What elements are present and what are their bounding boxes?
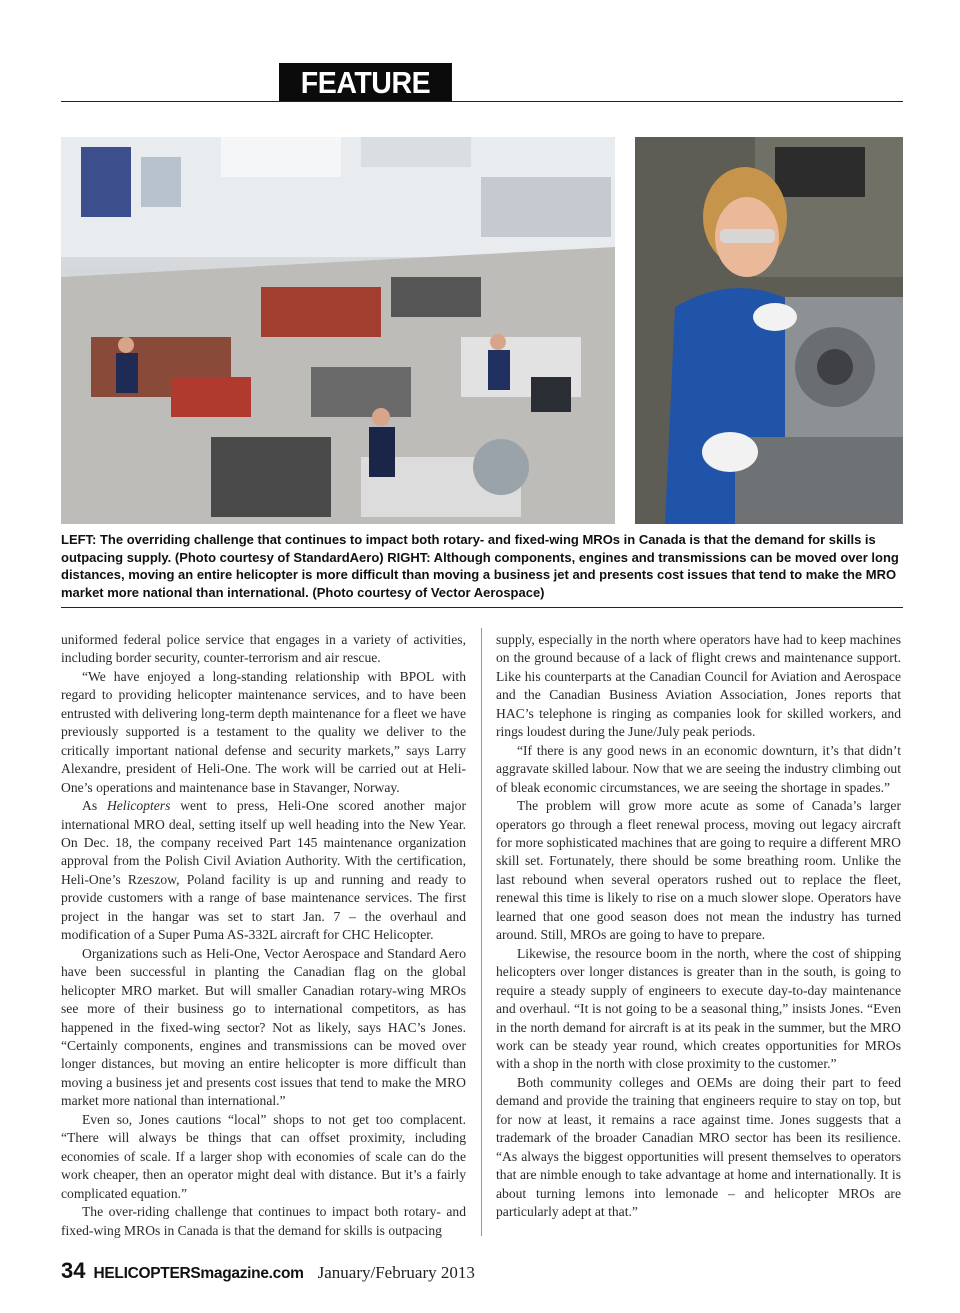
paragraph: The problem will grow more acute as some of Canada’s larger operators go through a fleet renewal process, moving out legacy aircraft for more sophisticated machines that are going to require a different MRO skill set. Fortunately, there should be some breathing room. Unlike the last rebound when several operators rushed out to replace the fleet, renewal this time is likely to rise on a much slower slope. Operators have learned that one good season does not mean the industry has turned around. Still, MROs are going to have to prepare. bbox=[496, 798, 901, 943]
paragraph bbox=[61, 797, 466, 945]
issue-date: January/February 2013 bbox=[317, 1263, 475, 1282]
article-column-left bbox=[61, 631, 466, 1240]
caption-rule bbox=[61, 607, 903, 608]
paragraph: Even so, Jones cautions “local” shops to not get too complacent. “There will always be things that can offset proximity, including economies of scale. If a larger shop with economies of scale can do the work cheaper, then an operator might deal with distance. But it’s a fairly complicated equation.” bbox=[61, 1111, 466, 1201]
magazine-title: Helicopters bbox=[106, 798, 171, 814]
paragraph: uniformed federal police service that engages in a variety of activities, including border security, counter-terrorism and air rescue. bbox=[61, 632, 466, 666]
workshop-photo bbox=[61, 137, 615, 524]
paragraph: supply, especially in the north where operators have had to keep machines on the ground because of a lack of flight crews and maintenance support. Like his counterparts at the Canadian Council for Aviation and Aerospace and the Canadian Business Aviation Association, Jones reports that HAC’s telephone is ringing as companies look for skilled workers, and rings loudest during the June/July peak periods. bbox=[496, 632, 901, 740]
paragraph: “We have enjoyed a long-standing relationship with BPOL with regard to providing helicopter maintenance services, and to have been entrusted with delivering long-term depth maintenance for a fleet we have previously supported is a testament to the quality we deliver to the critically important national defense and security markets,” says Larry Alexandre, president of Heli-One. The work will be carried out at Heli-One’s operations and maintenance base in Stavanger, Norway. bbox=[61, 668, 466, 795]
article-column-right bbox=[496, 631, 901, 1222]
technician-photo bbox=[635, 137, 903, 524]
column-divider bbox=[481, 628, 482, 1236]
section-label: FEATURE bbox=[279, 63, 452, 102]
paragraph: “If there is any good news in an economic downturn, it’s that didn’t aggravate skilled labour. Now that we are seeing the industry climbing out of bleak economic circumstances, we are seeing the shortage in spades.” bbox=[496, 742, 901, 795]
page-footer bbox=[61, 1258, 475, 1286]
page-number: 34 bbox=[61, 1258, 86, 1283]
technician-photo-illustration bbox=[635, 137, 903, 524]
paragraph: Likewise, the resource boom in the north, where the cost of shipping helicopters over longer distances is greater than in the south, is going to require a steady supply of engineers to execute day-to-day maintenance and overhaul. “It is not going to be a seasonal thing,” insists Jones. “Even in the north demand for aircraft is at its peak in the summer, but the MRO work can be steady year round, which creates opportunities for MROs with a shop in the north with close proximity to the customer.” bbox=[496, 945, 901, 1072]
paragraph-text: As bbox=[82, 798, 107, 814]
paragraph: Organizations such as Heli-One, Vector Aerospace and Standard Aero have been successful in planting the Canadian flag on the global helicopter MRO market. But will smaller Canadian rotary-wing MROs see more of their business go to international competitors, as has happened in the fixed-wing sector? Not as likely, says HAC’s Jones. “Certainly components, engines and transmissions can be moved over longer distances, but moving an entire helicopter is more difficult than moving a business jet and presents cost issues that tend to make the MRO market more national than international.” bbox=[61, 945, 466, 1109]
workshop-photo-illustration bbox=[61, 137, 615, 524]
website-link[interactable]: HELICOPTERSmagazine.com bbox=[93, 1265, 304, 1282]
photo-caption: LEFT: The overriding challenge that continues to impact both rotary- and fixed-wing MROs in Canada is that the demand for skills is outpacing supply. (Photo courtesy of StandardAero) RIGHT: Although components, engines and transmissions can be moved over long distances, moving an entire helicopter is more difficult than moving a business jet and presents cost issues that tend to make the MRO market more national than international. (Photo courtesy of Vector Aerospace) bbox=[61, 532, 899, 600]
paragraph: The over-riding challenge that continues to impact both rotary- and fixed-wing MROs in Canada is that the demand for skills is outpacing bbox=[61, 1204, 466, 1238]
paragraph-text: went to press, Heli-One scored another major international MRO deal, setting itself up well heading into the New Year. On Dec. 18, the company received Part 145 maintenance organization approval from the Polish Civil Aviation Authority. With the certification, Heli-One’s Rzeszow, Poland facility is up and running and ready to provide customers with a range of base maintenance services. The first project in the hangar was set to start Jan. 7 – the overhaul and modification of a Super Puma AS-332L aircraft for CHC Helicopter. bbox=[61, 798, 466, 943]
header-rule bbox=[61, 101, 903, 102]
paragraph: Both community colleges and OEMs are doing their part to feed demand and provide the training that engineers require to stay on top, but for now at least, it remains a race against time. Jones suggests that a trademark of the broader Canadian MRO sector has been its resilience. “As always the biggest opportunities will present themselves to operators that are nimble enough to take advantage at home and internationally. It is about turning lemons into lemonade – and helicopter MROs are particularly adept at that.” bbox=[496, 1074, 901, 1220]
